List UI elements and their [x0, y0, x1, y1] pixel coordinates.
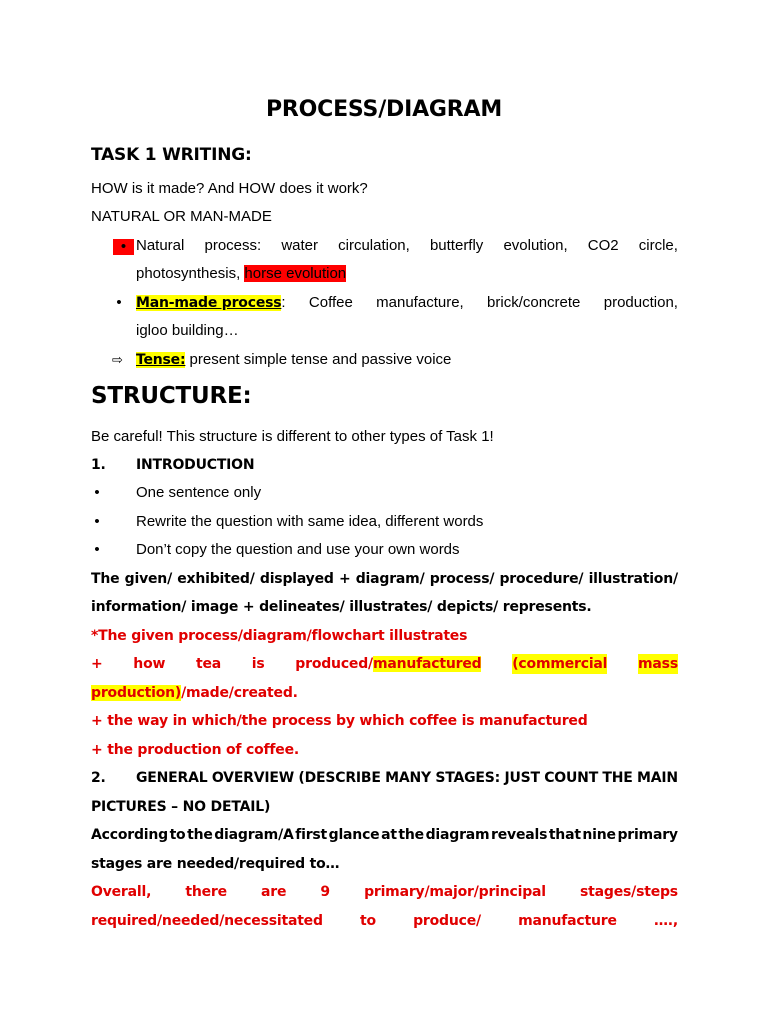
overview-red-word: Overall, — [91, 884, 152, 900]
natural-line2-text: photosynthesis, — [136, 265, 245, 282]
formula-line-1 — [91, 569, 678, 589]
overview-red-word: 9 — [320, 884, 330, 900]
natural-process-line-2 — [136, 264, 723, 284]
overview-word: According — [91, 827, 168, 843]
example-produced: produced/ — [295, 656, 373, 672]
overview-word: OVERVIEW — [211, 770, 295, 786]
overview-word: COUNT — [544, 770, 599, 786]
natural-word: evolution, — [503, 237, 568, 254]
structure-heading: STRUCTURE: — [91, 383, 252, 409]
natural-word: CO2 — [587, 237, 619, 254]
formula-word: given/ — [124, 571, 172, 587]
tense-text: present simple tense and passive voice — [185, 351, 452, 368]
tense-line — [136, 350, 723, 370]
manmade-label-group — [136, 293, 286, 313]
bullet-dot: • — [94, 541, 100, 558]
example-highlight-word: mass — [638, 656, 678, 672]
formula-word: + — [338, 571, 351, 587]
formula-word: exhibited/ — [177, 571, 255, 587]
section-number-1: 1. — [91, 457, 106, 473]
overview-line-4: stages are needed/required to… — [91, 856, 340, 872]
overview-word: JUST — [504, 770, 540, 786]
example-line-5: + the production of coffee. — [91, 742, 300, 758]
overview-word: STAGES: — [435, 770, 501, 786]
manmade-word: production, — [603, 294, 678, 311]
overview-line-3 — [91, 825, 678, 845]
section-number-2: 2. — [91, 770, 106, 786]
overview-word: GENERAL — [136, 770, 208, 786]
intro-bullet-3: Don’t copy the question and use your own words — [136, 541, 460, 558]
example-line3-rest: /made/created. — [181, 685, 298, 701]
overview-word: diagram/A — [214, 827, 294, 843]
red-bullet-marker: • — [113, 239, 134, 255]
formula-word: process/ — [429, 571, 495, 587]
intro-line-1: HOW is it made? And HOW does it work? — [91, 180, 368, 197]
page-title: PROCESS/DIAGRAM — [265, 97, 503, 122]
manmade-word: brick/concrete — [487, 294, 581, 311]
example-word: tea — [195, 656, 222, 672]
example-line-2 — [91, 654, 678, 674]
overview-word: to — [169, 827, 186, 843]
overview-red-line-2 — [91, 911, 678, 931]
overview-word: (DESCRIBE — [298, 770, 381, 786]
example-line-4: + the way in which/the process by which coffee is manufactured — [91, 713, 588, 729]
overview-heading-line-1 — [136, 768, 678, 788]
overview-word: MANY — [385, 770, 431, 786]
example-highlight-production: production) — [91, 685, 182, 701]
tense-label: Tense: — [136, 352, 186, 368]
overview-word: first — [295, 827, 328, 843]
bullet-dot: • — [94, 513, 100, 530]
manmade-word: manufacture, — [376, 294, 464, 311]
formula-word: diagram/ — [355, 571, 425, 587]
formula-word: illustration/ — [588, 571, 678, 587]
bullet-dot: • — [116, 294, 122, 311]
overview-word: at — [381, 827, 397, 843]
overview-word: the — [398, 827, 424, 843]
example-line-3 — [91, 683, 678, 703]
overview-red-word: produce/ — [413, 913, 481, 929]
natural-word: process: — [204, 237, 262, 254]
overview-red-line-1 — [91, 882, 678, 902]
overview-red-word: manufacture — [518, 913, 617, 929]
task-heading: TASK 1 WRITING: — [91, 145, 252, 165]
overview-word: glance — [328, 827, 380, 843]
overview-word: that — [548, 827, 581, 843]
formula-line-2: information/ image + delineates/ illustrates/ depicts/ represents. — [91, 599, 592, 615]
overview-word: the — [187, 827, 213, 843]
example-highlight-word: (commercial — [512, 656, 608, 672]
overview-heading-line-2: PICTURES – NO DETAIL) — [91, 799, 271, 815]
example-word: + — [91, 656, 103, 672]
overview-word: reveals — [491, 827, 548, 843]
overview-word: primary — [617, 827, 678, 843]
overview-red-word: primary/major/principal — [364, 884, 546, 900]
example-word: is — [251, 656, 265, 672]
intro-bullet-1: One sentence only — [136, 484, 262, 501]
formula-word: The — [91, 571, 120, 587]
formula-word: displayed — [259, 571, 334, 587]
natural-word: circulation, — [338, 237, 410, 254]
overview-red-word: …., — [653, 913, 678, 929]
manmade-word: Coffee — [308, 294, 353, 311]
example-highlight-word: manufactured — [372, 656, 482, 672]
manmade-colon: : — [281, 294, 286, 311]
natural-word: butterfly — [429, 237, 484, 254]
example-produced-group — [295, 654, 481, 674]
careful-note: Be careful! This structure is different to other types of Task 1! — [91, 428, 494, 445]
overview-word: THE — [602, 770, 633, 786]
horse-evolution-highlight: horse evolution — [244, 265, 347, 282]
overview-red-word: to — [359, 913, 376, 929]
formula-word: procedure/ — [499, 571, 584, 587]
overview-word: MAIN — [637, 770, 678, 786]
overview-word: diagram — [425, 827, 490, 843]
overview-red-word: there — [185, 884, 227, 900]
bullet-dot: • — [94, 484, 100, 501]
overview-red-word: stages/steps — [580, 884, 678, 900]
arrow-bullet-icon: ⇨ — [112, 352, 123, 367]
natural-word: circle, — [638, 237, 678, 254]
intro-bullet-2: Rewrite the question with same idea, different words — [136, 513, 484, 530]
manmade-label: Man-made process — [136, 295, 282, 311]
overview-word: nine — [582, 827, 616, 843]
example-word: how — [133, 656, 166, 672]
overview-red-word: are — [261, 884, 287, 900]
overview-red-word: required/needed/necessitated — [91, 913, 323, 929]
manmade-process-line-2: igloo building… — [136, 322, 239, 339]
intro-line-2: NATURAL OR MAN-MADE — [91, 208, 272, 225]
manmade-process-line-1 — [136, 293, 678, 313]
natural-word: water — [281, 237, 318, 254]
introduction-heading: INTRODUCTION — [136, 457, 255, 473]
example-line-1: *The given process/diagram/flowchart illustrates — [91, 628, 468, 644]
natural-word: Natural — [136, 237, 185, 254]
natural-process-line-1 — [136, 236, 678, 256]
